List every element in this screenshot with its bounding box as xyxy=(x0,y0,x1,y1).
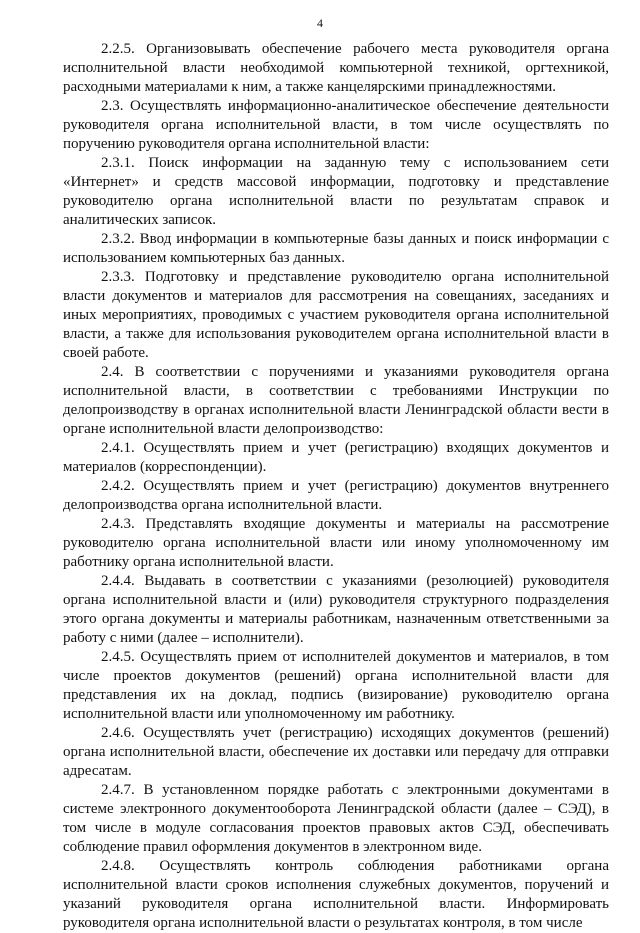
paragraph-2-3-2: 2.3.2. Ввод информации в компьютерные базы данных и поиск информации с использованием компьютерных баз данных. xyxy=(63,231,609,266)
paragraph-2-4-6: 2.4.6. Осуществлять учет (регистрацию) исходящих документов (решений) органа исполнительной власти, обеспечение их доставки или передачу для отправки адресатам. xyxy=(63,725,609,779)
paragraph-2-2-5: 2.2.5. Организовывать обеспечение рабочего места руководителя органа исполнительной власти необходимой компьютерной техникой, оргтехникой, расходными материалами к ним, а также канцелярскими принадлежностями. xyxy=(63,41,609,95)
paragraph-2-3-1: 2.3.1. Поиск информации на заданную тему с использованием сети «Интернет» и средств массовой информации, подготовку и представление руководителю органа исполнительной власти по результатам справок и аналитических записок. xyxy=(63,155,609,228)
paragraph-2-4-2: 2.4.2. Осуществлять прием и учет (регистрацию) документов внутреннего делопроизводства органа исполнительной власти. xyxy=(63,478,609,513)
paragraph-2-4-8: 2.4.8. Осуществлять контроль соблюдения работниками органа исполнительной власти сроков исполнения служебных документов, поручений и указаний руководителя органа исполнительной власти. Информировать руководителя органа исполнительной власти о результатах контроля, в том числе xyxy=(63,858,609,931)
paragraph-2-4-4: 2.4.4. Выдавать в соответствии с указаниями (резолюцией) руководителя органа исполнительной власти и (или) руководителя структурного подразделения этого органа документы и материалы работникам, назначенным ответственными за работу с ними (далее – исполнители). xyxy=(63,573,609,646)
paragraph-2-3: 2.3. Осуществлять информационно-аналитическое обеспечение деятельности руководителя органа исполнительной власти, в том числе осуществлять по поручению руководителя органа исполнительной власти: xyxy=(63,98,609,152)
paragraph-2-4-3: 2.4.3. Представлять входящие документы и материалы на рассмотрение руководителю органа исполнительной власти или иному уполномоченному им работнику органа исполнительной власти. xyxy=(63,516,609,570)
paragraph-2-4-5: 2.4.5. Осуществлять прием от исполнителей документов и материалов, в том числе проектов документов (решений) органа исполнительной власти для представления их на доклад, подпись (визирование) руководителю органа исполнительной власти или уполномоченному им работнику. xyxy=(63,649,609,722)
paragraph-2-4: 2.4. В соответствии с поручениями и указаниями руководителя органа исполнительной власти, в соответствии с требованиями Инструкции по делопроизводству в органах исполнительной власти Ленинградской области вести в органе исполнительной власти делопроизводство: xyxy=(63,364,609,437)
page-number: 4 xyxy=(317,16,323,30)
paragraph-2-4-7: 2.4.7. В установленном порядке работать с электронными документами в системе электронного документооборота Ленинградской области (далее – СЭД), в том числе в модуле согласования проектов правовых актов СЭД, обеспечивать соблюдение правил оформления документов в электронном виде. xyxy=(63,782,609,855)
document-body xyxy=(63,40,609,933)
paragraph-2-4-1: 2.4.1. Осуществлять прием и учет (регистрацию) входящих документов и материалов (корреспонденции). xyxy=(63,440,609,475)
paragraph-2-3-3: 2.3.3. Подготовку и представление руководителю органа исполнительной власти документов и материалов для рассмотрения на совещаниях, заседаниях и иных мероприятиях, проводимых с участием руководителя органа исполнительной власти, а также для использования руководителем органа исполнительной власти в своей работе. xyxy=(63,269,609,361)
